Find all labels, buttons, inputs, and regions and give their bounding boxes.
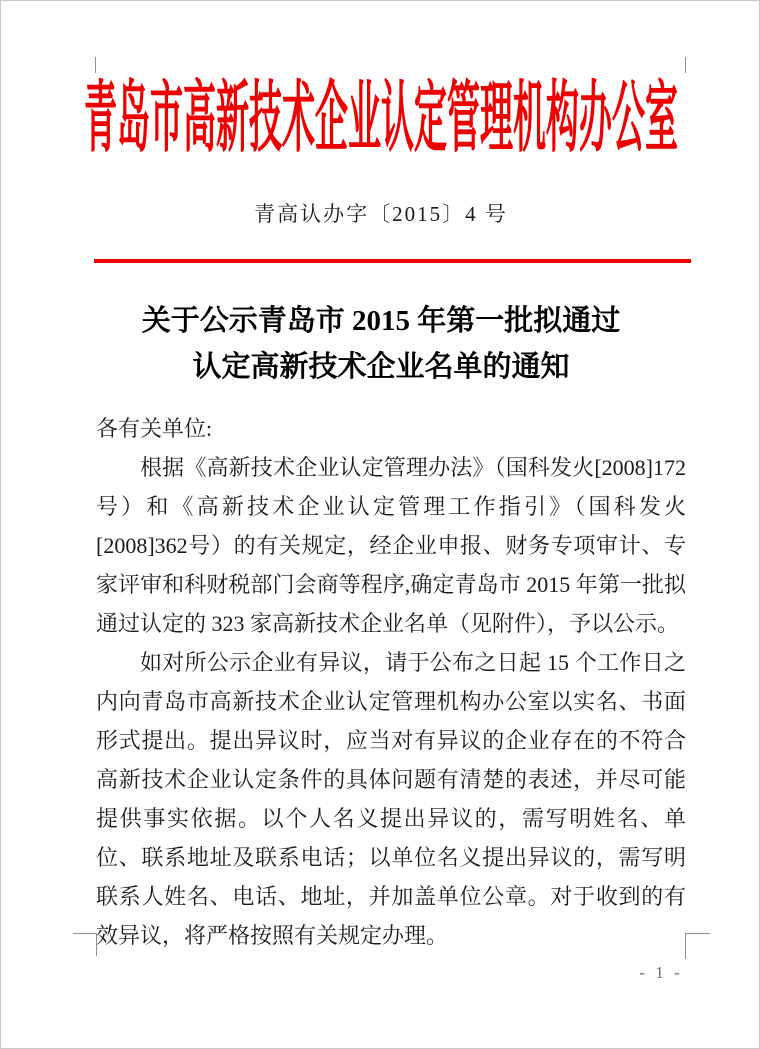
issuing-office-banner: 青岛市高新技术企业认定管理机构办公室 [84, 78, 678, 163]
notice-title [1, 298, 760, 390]
body-paragraph-2: 如对所公示企业有异议，请于公布之日起 15 个工作日之内向青岛市高新技术企业认定管理机构办公室以实名、书面形式提出。提出异议时，应当对有异议的企业存在的不符合高新技术企业认定条件的具体问题有清楚的表述，并尽可能提供事实依据。以个人名义提出异议的，需写明姓名、单位、联系地址及联系电话；以单位名义提出异议的，需写明联系人姓名、电话、地址，并加盖单位公章。对于收到的有效异议，将严格按照有关规定办理。 [96, 650, 686, 948]
text-area-top-left-mark [95, 57, 96, 73]
red-divider-line [94, 259, 691, 263]
body-paragraph-1: 根据《高新技术企业认定管理办法》（国科发火[2008]172号）和《高新技术企业认定管理工作指引》（国科发火[2008]362号）的有关规定，经企业申报、财务专项审计、专家评审和科财税部门会商等程序,确定青岛市 2015 年第一批拟通过认定的 323 家高新技术企业名单（见附件），予以公示。 [96, 455, 686, 636]
text-area-bottom-right-mark [685, 933, 710, 959]
text-area-bottom-left-mark [73, 933, 97, 956]
notice-title-line2: 认定高新技术企业名单的通知 [192, 351, 570, 383]
notice-title-line1: 关于公示青岛市 2015 年第一批拟通过 [141, 305, 621, 337]
page-number: - 1 - [639, 963, 683, 982]
notice-body [96, 409, 686, 955]
salutation: 各有关单位: [96, 416, 213, 441]
text-area-top-right-mark [685, 57, 686, 73]
document-number: 青高认办字〔2015〕4 号 [254, 202, 508, 226]
